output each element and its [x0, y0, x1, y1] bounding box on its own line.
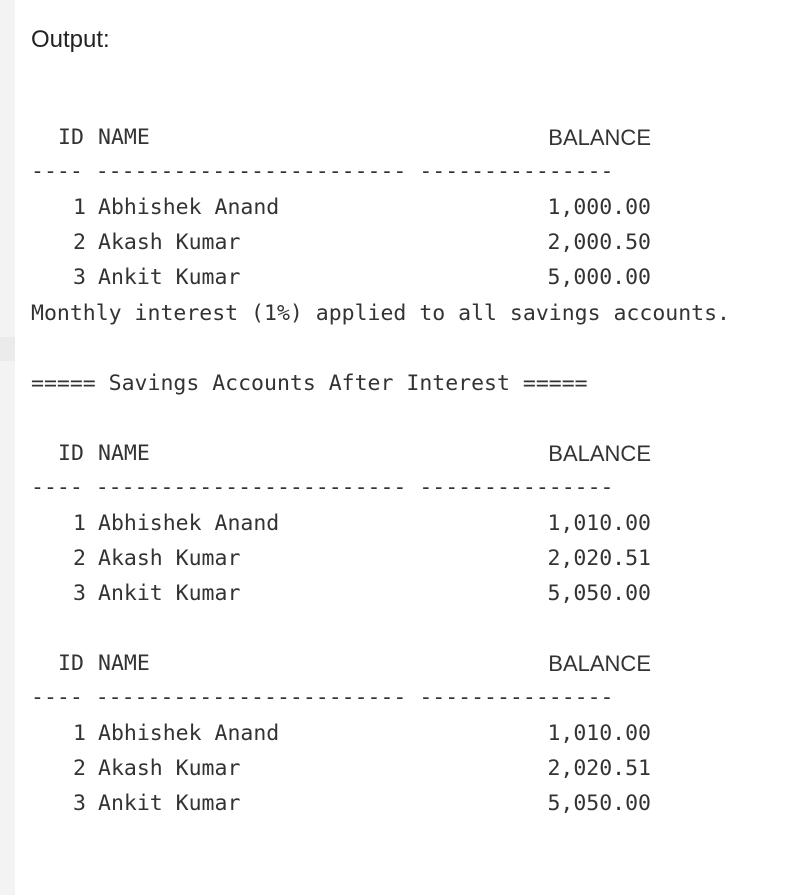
left-margin-marker [0, 337, 15, 361]
column-header-id: ID [58, 125, 84, 150]
cell-balance: 1,010.00 [547, 721, 651, 746]
table-separator: ---- ------------------------ --------------- [31, 475, 614, 500]
column-header-name: NAME [98, 125, 150, 150]
cell-id: 2 [73, 756, 86, 781]
cell-name: Abhishek Anand [98, 511, 280, 536]
cell-id: 3 [73, 581, 86, 606]
cell-balance: 1,010.00 [547, 511, 651, 536]
cell-id: 2 [73, 230, 86, 255]
column-header-balance: BALANCE [548, 125, 651, 150]
interest-message: Monthly interest (1%) applied to all savings accounts. [31, 301, 730, 326]
cell-balance: 1,000.00 [547, 195, 651, 220]
column-header-id: ID [58, 441, 84, 466]
cell-id: 2 [73, 546, 86, 571]
table-separator: ---- ------------------------ --------------- [31, 159, 614, 184]
cell-name: Akash Kumar [98, 230, 241, 255]
table-separator: ---- ------------------------ --------------- [31, 685, 614, 710]
cell-name: Abhishek Anand [98, 195, 280, 220]
cell-name: Ankit Kumar [98, 791, 241, 816]
column-header-id: ID [58, 651, 84, 676]
cell-balance: 2,020.51 [547, 546, 651, 571]
cell-id: 3 [73, 791, 86, 816]
cell-name: Abhishek Anand [98, 721, 280, 746]
output-heading: Output: [31, 26, 110, 53]
cell-balance: 5,050.00 [547, 581, 651, 606]
cell-id: 1 [73, 721, 86, 746]
cell-balance: 2,000.50 [547, 230, 651, 255]
cell-id: 1 [73, 195, 86, 220]
cell-id: 3 [73, 265, 86, 290]
cell-id: 1 [73, 511, 86, 536]
column-header-name: NAME [98, 441, 150, 466]
column-header-name: NAME [98, 651, 150, 676]
cell-name: Akash Kumar [98, 546, 241, 571]
cell-name: Ankit Kumar [98, 265, 241, 290]
cell-name: Akash Kumar [98, 756, 241, 781]
column-header-balance: BALANCE [548, 441, 651, 466]
section-title: ===== Savings Accounts After Interest ===== [31, 371, 588, 396]
column-header-balance: BALANCE [548, 651, 651, 676]
cell-balance: 5,000.00 [547, 265, 651, 290]
cell-balance: 2,020.51 [547, 756, 651, 781]
cell-name: Ankit Kumar [98, 581, 241, 606]
cell-balance: 5,050.00 [547, 791, 651, 816]
